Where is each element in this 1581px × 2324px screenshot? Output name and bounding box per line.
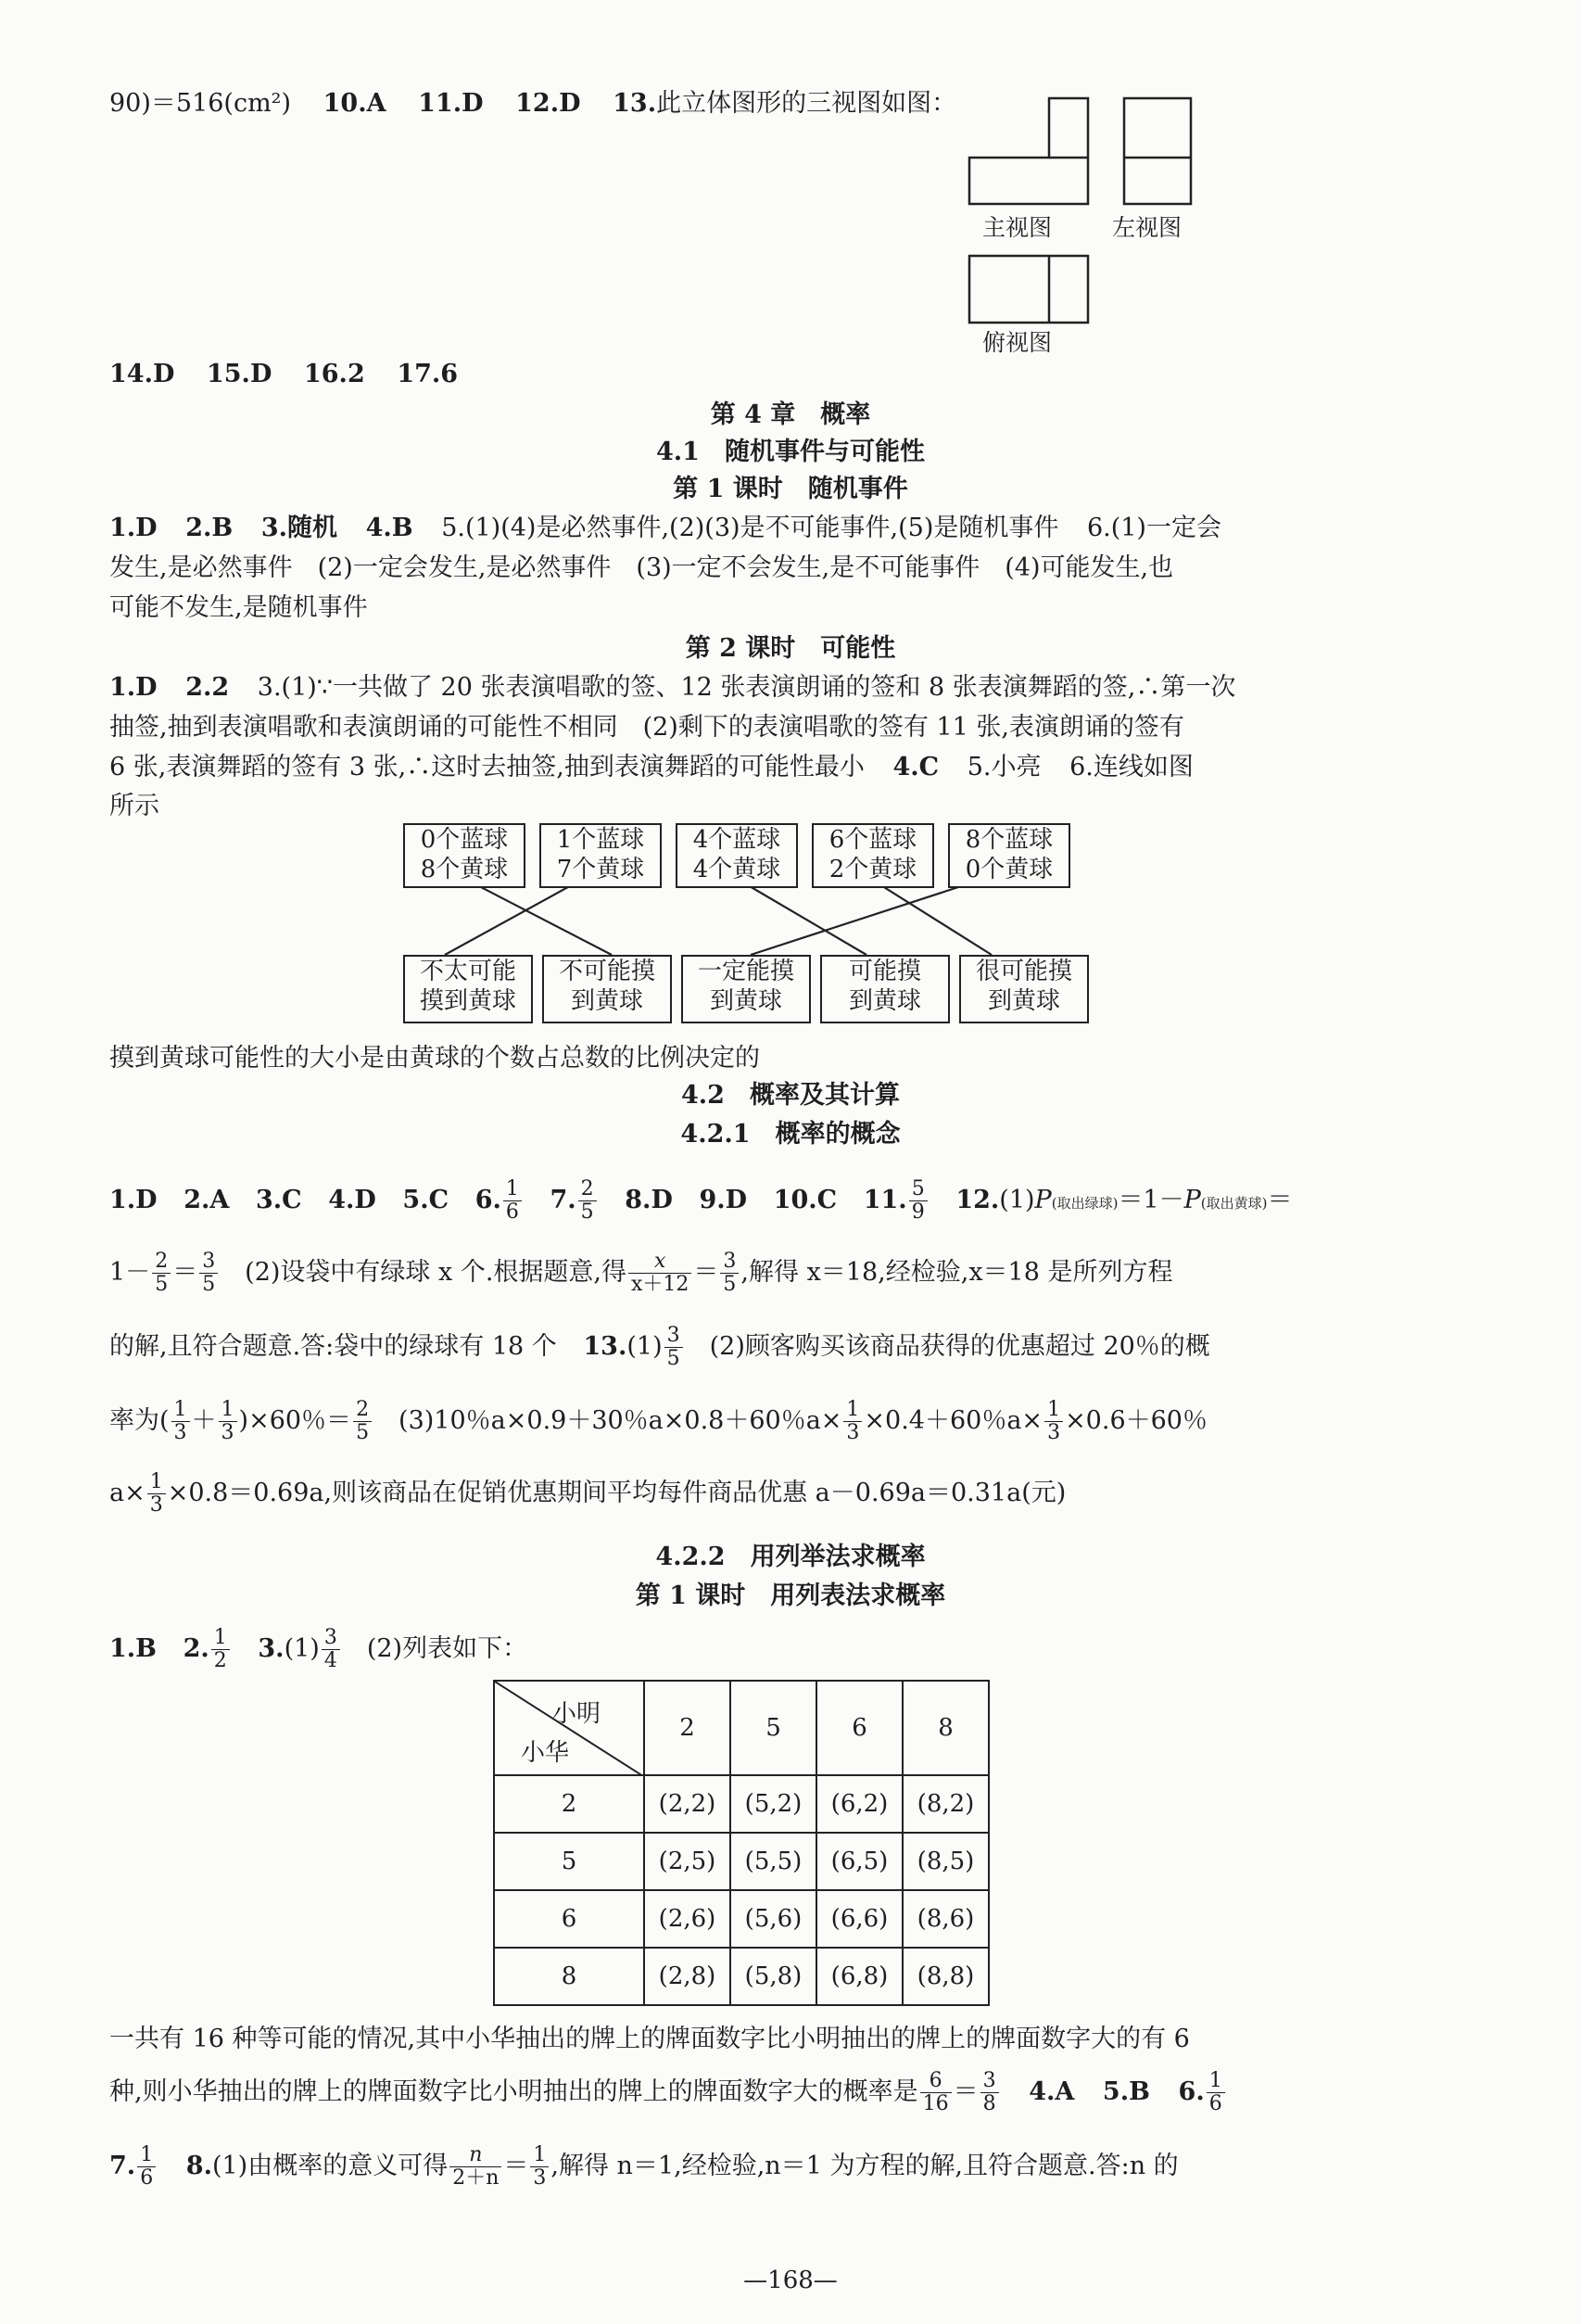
table-cell: (6,8) (816, 1948, 903, 2005)
fraction: $\frac{3}{5}$ (664, 1325, 683, 1370)
bottom-box: 一定能摸 到黄球 (681, 955, 811, 1023)
fraction: $\frac{n}{2+n}$ (449, 2144, 501, 2190)
lesson-1-title: 第 1 课时 随机事件 (673, 475, 908, 503)
answer-line: 1.D 2.A 3.C 4.D 5.C 6. $\frac{1}{6}$ 7. $\frac{2}{5}$ 8.D 9.D 10.C 11. $\frac{5}{9}$ 12.(1)P(取出绿球)＝1－P(取出黄球)＝ (109, 1177, 1293, 1224)
answer-line: 1－ $\frac{2}{5}$ ＝ $\frac{3}{5}$ (2)设袋中有绿球 x 个.根据题意,得 $\frac{x}{x+12}$ ＝ $\frac{3}{5}$ ,解得 x＝18,经检验,x＝18 是所列方程 (109, 1250, 1173, 1296)
answer-line: 1.B 2. $\frac{1}{2}$ 3.(1) $\frac{3}{4}$ (2)列表如下： (109, 1626, 528, 1672)
section-4-2-title: 4.2 概率及其计算 (681, 1081, 900, 1110)
lesson-2-title: 第 2 课时 可能性 (685, 634, 896, 663)
fraction: $\frac{1}{6}$ (503, 1178, 522, 1224)
table-cell: (2,8) (644, 1948, 730, 2005)
table-row-header: 5 (494, 1833, 644, 1890)
bottom-box: 很可能摸 到黄球 (959, 955, 1089, 1023)
bottom-box: 不太可能 摸到黄球 (403, 955, 533, 1023)
conclusion-text: 摸到黄球可能性的大小是由黄球的个数占总数的比例决定的 (109, 1044, 760, 1073)
answer-line: 一共有 16 种等可能的情况,其中小华抽出的牌上的牌面数字比小明抽出的牌上的牌面数字大的有 6 (109, 2025, 1190, 2053)
fraction: $\frac{1}{2}$ (211, 1627, 230, 1672)
bottom-box: 不可能摸 到黄球 (542, 955, 672, 1023)
fraction: $\frac{2}{5}$ (353, 1399, 372, 1444)
top-view-shape (969, 256, 1088, 323)
table-cell: (5,2) (730, 1775, 816, 1833)
answer-line: 抽签,抽到表演唱歌和表演朗诵的可能性不相同 (2)剩下的表演唱歌的签有 11 张,表演朗诵的签有 (109, 713, 1184, 742)
table-cell: (8,8) (903, 1948, 989, 2005)
table-cell: (6,2) (816, 1775, 903, 1833)
top-box: 0个蓝球 8个黄球 (403, 823, 525, 888)
table-row (494, 1775, 989, 1833)
top-box: 8个蓝球 0个黄球 (948, 823, 1070, 888)
table-cell: (8,6) (903, 1890, 989, 1948)
fraction: $\frac{1}{3}$ (530, 2144, 549, 2190)
table-row (494, 1948, 989, 2005)
table-row-header: 2 (494, 1775, 644, 1833)
top-view-label: 俯视图 (982, 329, 1053, 356)
fraction: $\frac{x}{x+12}$ (628, 1251, 691, 1296)
table-header-row (494, 1681, 989, 1775)
fraction: $\frac{3}{5}$ (199, 1251, 218, 1296)
table-row (494, 1833, 989, 1890)
fraction: $\frac{1}{3}$ (843, 1399, 862, 1444)
answer-line: 所示 (109, 792, 159, 820)
answer-line: 可能不发生,是随机事件 (109, 593, 368, 622)
answer-line: 7. $\frac{1}{6}$ 8.(1)由概率的意义可得 $\frac{n}{2+n}$ ＝ $\frac{1}{3}$ ,解得 n＝1,经检验,n＝1 为方程的解,且符合题意.答:n 的 (109, 2143, 1179, 2190)
answer-line: 1.D 2.2 3.(1)∵一共做了 20 张表演唱歌的签、12 张表演朗诵的签和 8 张表演舞蹈的签,∴第一次 (109, 673, 1236, 702)
fraction: $\frac{5}{9}$ (909, 1178, 928, 1224)
table-col-header: 5 (730, 1681, 816, 1775)
table-cell: (2,5) (644, 1833, 730, 1890)
table-row-header: 6 (494, 1890, 644, 1948)
table-row-header: 8 (494, 1948, 644, 2005)
top-answer-line-2: 14.D 15.D 16.2 17.6 (109, 360, 459, 388)
left-view-shape (1124, 98, 1191, 204)
probability-table (493, 1680, 990, 2006)
left-view-label: 左视图 (1112, 214, 1183, 241)
answer-line: 的解,且符合题意.答:袋中的绿球有 18 个 13.(1) $\frac{3}{5}$ (2)顾客购买该商品获得的优惠超过 20％的概 (109, 1324, 1210, 1370)
answer-line: 6 张,表演舞蹈的签有 3 张,∴这时去抽签,抽到表演舞蹈的可能性最小 4.C 5.小亮 6.连线如图 (109, 753, 1194, 781)
table-cell: (8,5) (903, 1833, 989, 1890)
answer-line: 发生,是必然事件 (2)一定会发生,是必然事件 (3)一定不会发生,是不可能事件 (4)可能发生,也 (109, 553, 1174, 582)
table-cell: (2,6) (644, 1890, 730, 1948)
top-box: 1个蓝球 7个黄球 (539, 823, 662, 888)
section-4-1-title: 4.1 随机事件与可能性 (656, 438, 925, 466)
bottom-box: 可能摸 到黄球 (820, 955, 950, 1023)
table-cell: (8,2) (903, 1775, 989, 1833)
answer-line: 率为( $\frac{1}{3}$ ＋ $\frac{1}{3}$ )×60％＝ $\frac{2}{5}$ (3)10％a×0.9＋30％a×0.8＋60％a× $\frac{1}{3}$ ×0.4＋60％a× $\frac{1}{3}$ ×0.6＋60％ (109, 1398, 1208, 1444)
answer-line: 种,则小华抽出的牌上的牌面数字比小明抽出的牌上的牌面数字大的概率是 $\frac{6}{16}$ ＝ $\frac{3}{8}$ 4.A 5.B 6. $\frac{1}{6}$ (109, 2060, 1227, 2125)
lesson-list-title: 第 1 课时 用列表法求概率 (635, 1581, 946, 1610)
section-4-2-2-title: 4.2.2 用列举法求概率 (655, 1543, 926, 1571)
fraction: $\frac{1}{3}$ (147, 1471, 166, 1517)
answer-line: a× $\frac{1}{3}$ ×0.8＝0.69a,则该商品在促销优惠期间平均每件商品优惠 a－0.69a＝0.31a(元) (109, 1470, 1067, 1517)
table-corner-cell: 小明 小华 (494, 1681, 644, 1775)
table-cell: (6,5) (816, 1833, 903, 1890)
front-view-shape (969, 98, 1088, 204)
fraction: $\frac{2}{5}$ (578, 1178, 597, 1224)
answer-line: 1.D 2.B 3.随机 4.B 5.(1)(4)是必然事件,(2)(3)是不可能事件,(5)是随机事件 6.(1)一定会 (109, 514, 1221, 542)
table-cell: (2,2) (644, 1775, 730, 1833)
table-cell: (5,8) (730, 1948, 816, 2005)
fraction: $\frac{3}{4}$ (322, 1627, 340, 1672)
top-box: 6个蓝球 2个黄球 (812, 823, 934, 888)
table-col-header: 8 (903, 1681, 989, 1775)
fraction: $\frac{1}{3}$ (1044, 1399, 1063, 1444)
top-answer-line: 90)＝516(cm²) 10.A 11.D 12.D 13.此立体图形的三视图如图： (109, 89, 957, 118)
fraction: $\frac{1}{3}$ (171, 1399, 190, 1444)
fraction: $\frac{1}{6}$ (1207, 2070, 1225, 2115)
fraction: $\frac{1}{6}$ (137, 2144, 156, 2190)
table-cell: (6,6) (816, 1890, 903, 1948)
table-cell: (5,5) (730, 1833, 816, 1890)
fraction: $\frac{3}{8}$ (980, 2070, 999, 2115)
page-number: —168— (743, 2267, 838, 2294)
table-col-header: 6 (816, 1681, 903, 1775)
chapter-title: 第 4 章 概率 (710, 400, 871, 429)
fraction: $\frac{1}{3}$ (219, 1399, 237, 1444)
fraction: $\frac{6}{16}$ (920, 2070, 952, 2115)
fraction: $\frac{2}{5}$ (152, 1251, 171, 1296)
table-col-header: 2 (644, 1681, 730, 1775)
table-row (494, 1890, 989, 1948)
top-box: 4个蓝球 4个黄球 (676, 823, 798, 888)
table-cell: (5,6) (730, 1890, 816, 1948)
fraction: $\frac{3}{5}$ (720, 1251, 739, 1296)
section-4-2-1-title: 4.2.1 概率的概念 (680, 1120, 901, 1149)
front-view-label: 主视图 (982, 214, 1053, 241)
